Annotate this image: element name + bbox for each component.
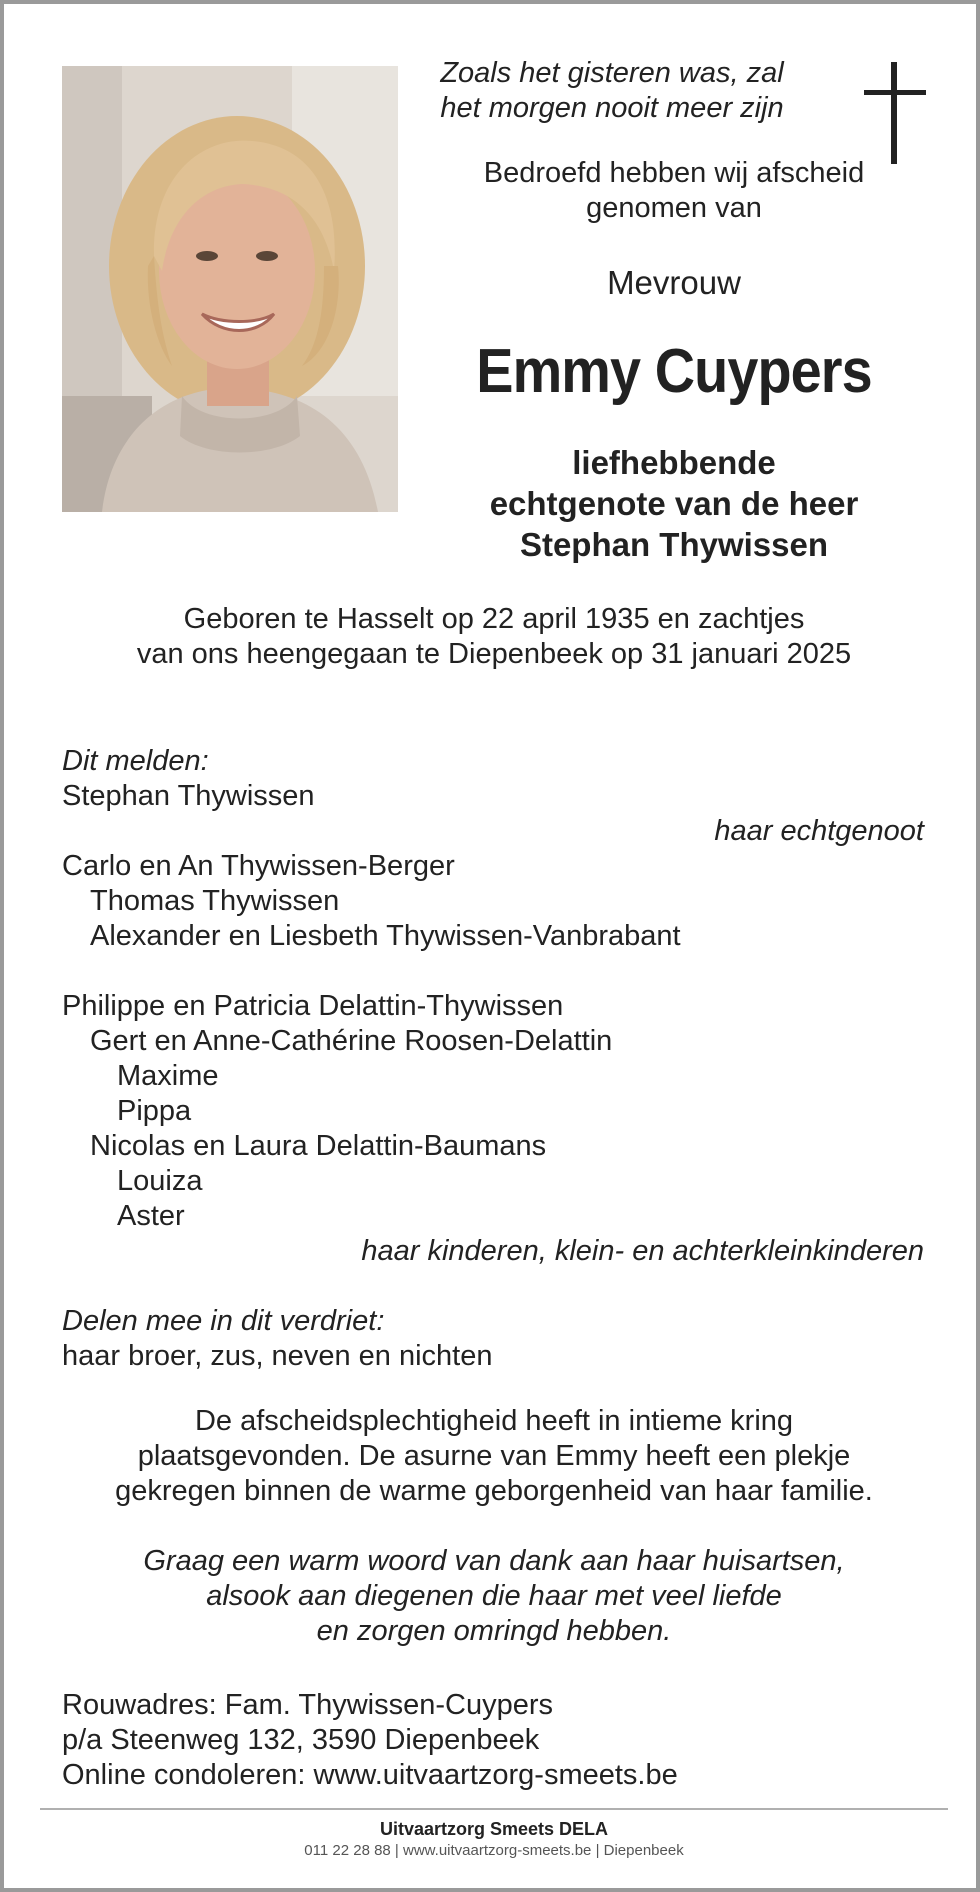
birth-line: Geboren te Hasselt op 22 april 1935 en zachtjes (183, 603, 805, 635)
family2-grandchild: Pippa (117, 1095, 192, 1127)
shared-grief-text: haar broer, zus, neven en nichten (62, 1340, 493, 1372)
motto-line: het morgen nooit meer zijn (440, 92, 784, 124)
funeral-home-name: Uitvaartzorg Smeets DELA (379, 1819, 609, 1839)
family1-child: Alexander en Liesbeth Thywissen-Vanbrabant (90, 920, 681, 952)
announcers-list (62, 744, 924, 1374)
ceremony-line: gekregen binnen de warme geborgenheid van haar familie. (115, 1475, 873, 1507)
spouse-name: Stephan Thywissen (62, 780, 315, 812)
family2-child: Nicolas en Laura Delattin-Baumans (90, 1130, 547, 1162)
mourning-address (62, 1688, 678, 1793)
intro-text (444, 156, 904, 226)
family2-grandchild: Louiza (117, 1165, 203, 1197)
spacer (62, 954, 924, 989)
spouse-role: haar echtgenoot (714, 815, 924, 847)
deceased-name: Emmy Cuypers (476, 337, 872, 406)
description-line: echtgenote van de heer (489, 485, 859, 522)
birth-death-info (64, 602, 924, 672)
thanks-text (64, 1544, 924, 1649)
description-line: Stephan Thywissen (519, 526, 829, 563)
family1-parent: Carlo en An Thywissen-Berger (62, 850, 455, 882)
footer-divider (40, 1808, 948, 1810)
description-line: liefhebbende (572, 444, 776, 481)
ceremony-line: De afscheidsplechtigheid heeft in intieme kring (194, 1405, 794, 1437)
ceremony-text (64, 1404, 924, 1509)
honorific: Mevrouw (607, 264, 741, 301)
family2-child: Gert en Anne-Cathérine Roosen-Delattin (90, 1025, 613, 1057)
spacer (62, 1269, 924, 1304)
ceremony-line: plaatsgevonden. De asurne van Emmy heeft een plekje (137, 1440, 851, 1472)
motto-line: Zoals het gisteren was, zal (440, 57, 784, 89)
intro-line: genomen van (586, 192, 762, 224)
address-line: p/a Steenweg 132, 3590 Diepenbeek (62, 1724, 540, 1756)
relationship-description (444, 442, 904, 565)
motto (422, 56, 802, 126)
thanks-line: alsook aan diegenen die haar met veel liefde (206, 1580, 782, 1612)
family2-grandchild: Aster (117, 1200, 185, 1232)
condolence-link[interactable]: Online condoleren: www.uitvaartzorg-smeets.be (62, 1759, 678, 1791)
thanks-line: en zorgen omringd hebben. (316, 1615, 672, 1647)
portrait-illustration (62, 66, 398, 512)
thanks-line: Graag een warm woord van dank aan haar huisartsen, (143, 1545, 845, 1577)
funeral-home-contact: 011 22 28 88 | www.uitvaartzorg-smeets.be | Diepenbeek (304, 1842, 684, 1859)
death-line: van ons heengegaan te Diepenbeek op 31 januari 2025 (136, 638, 852, 670)
family2-parent: Philippe en Patricia Delattin-Thywissen (62, 990, 564, 1022)
address-line: Rouwadres: Fam. Thywissen-Cuypers (62, 1689, 554, 1721)
family1-child: Thomas Thywissen (90, 885, 340, 917)
announcers-heading: Dit melden: (62, 745, 209, 777)
family2-grandchild: Maxime (117, 1060, 219, 1092)
cross-icon (864, 62, 926, 164)
children-role: haar kinderen, klein- en achterkleinkinderen (361, 1235, 924, 1267)
portrait-photo (62, 66, 398, 512)
shared-grief-heading: Delen mee in dit verdriet: (62, 1305, 385, 1337)
intro-line: Bedroefd hebben wij afscheid (483, 157, 865, 189)
